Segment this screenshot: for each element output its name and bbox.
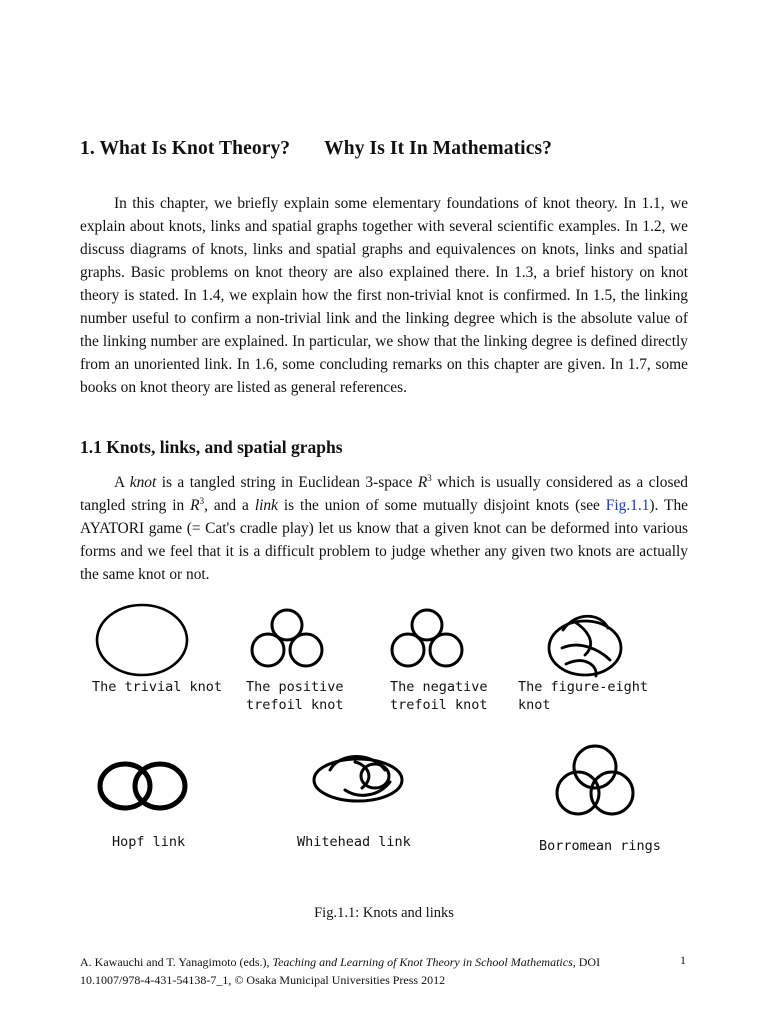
negative-trefoil-drawing	[392, 610, 462, 666]
intro-paragraph-text: In this chapter, we briefly explain some elementary foundations of knot theory. In 1.1, we explain about knots, links and spatial graphs together with several scientific examples. In 1.2, we discuss diagrams of knots, links and spatial graphs and equivalences on knots, links and spatial graphs. Basic problems on knot theory are also explained there. In 1.3, a brief history on knot theory is stated. In 1.4, we explain how the first non-trivial knot is confirmed. In 1.5, the linking number useful to confirm a non-trivial link and the linking degree which is the absolute value of the linking number are explained. In particular, we show that the linking degree is defined directly from an unoriented link. In 1.6, some concluding remarks on this chapter are given. In 1.7, some books on knot theory are listed as general references.	[80, 195, 688, 396]
intro-paragraph	[80, 192, 688, 399]
footer-book-title: Teaching and Learning of Knot Theory in School Mathematics	[272, 955, 573, 969]
term-link: link	[254, 497, 278, 514]
footer-authors: A. Kawauchi and T. Yanagimoto (eds.),	[80, 955, 273, 969]
section-heading: 1.1 Knots, links, and spatial graphs	[80, 437, 343, 457]
label-borromean-rings: Borromean rings	[539, 838, 661, 854]
text-run: A	[114, 474, 130, 491]
label-line: The positive	[246, 679, 344, 695]
label-line: The negative	[390, 679, 488, 695]
figure-caption: Fig.1.1: Knots and links	[314, 905, 454, 921]
label-positive-trefoil	[246, 678, 344, 714]
math-exponent: 3	[427, 473, 432, 483]
page-number: 1	[680, 953, 686, 967]
section-paragraph	[80, 471, 688, 586]
text-run: ). The AYATORI game (= Cat's cradle play) let us know that a given knot can be deformed into various forms and we feel that it is a difficult problem to judge whether any given two knots are actually the same knot or not.	[80, 497, 688, 583]
chapter-heading-part1: 1. What Is Knot Theory?	[80, 138, 291, 159]
label-line: The figure-eight	[518, 679, 649, 695]
footer-doi: , DOI 10.1007/978-4-431-54138-7_1, © Osaka Municipal Universities Press 2012	[80, 955, 601, 987]
chapter-heading-part2: Why Is It In Mathematics?	[324, 138, 552, 159]
label-line: trefoil knot	[390, 697, 488, 713]
text-run: is the union of some mutually disjoint knots (see	[277, 497, 606, 514]
positive-trefoil-drawing	[252, 610, 322, 666]
label-trivial-knot: The trivial knot	[92, 679, 223, 695]
chapter-heading	[80, 138, 552, 160]
text-run: is a tangled string in Euclidean 3-space	[156, 474, 418, 491]
label-line: knot	[518, 697, 551, 713]
trivial-knot-drawing	[97, 605, 187, 675]
hopf-link-drawing	[100, 764, 185, 808]
label-line: trefoil knot	[246, 697, 344, 713]
math-r: R	[190, 497, 200, 514]
math-r: R	[417, 474, 428, 491]
text-run: , and a	[204, 497, 255, 514]
label-hopf-link: Hopf link	[112, 834, 186, 850]
figure-eight-drawing	[549, 616, 621, 676]
footer-citation	[80, 953, 640, 989]
borromean-rings-drawing	[557, 746, 633, 814]
whitehead-link-drawing	[314, 757, 402, 802]
figure-reference-link[interactable]: Fig.1.1	[605, 497, 650, 514]
term-knot: knot	[129, 474, 157, 491]
label-negative-trefoil	[390, 678, 488, 714]
text-run: which is usually considered as a closed tangled string in	[80, 474, 688, 514]
math-exponent: 3	[199, 496, 205, 506]
label-whitehead-link: Whitehead link	[297, 834, 411, 850]
label-figure-eight	[518, 678, 648, 714]
